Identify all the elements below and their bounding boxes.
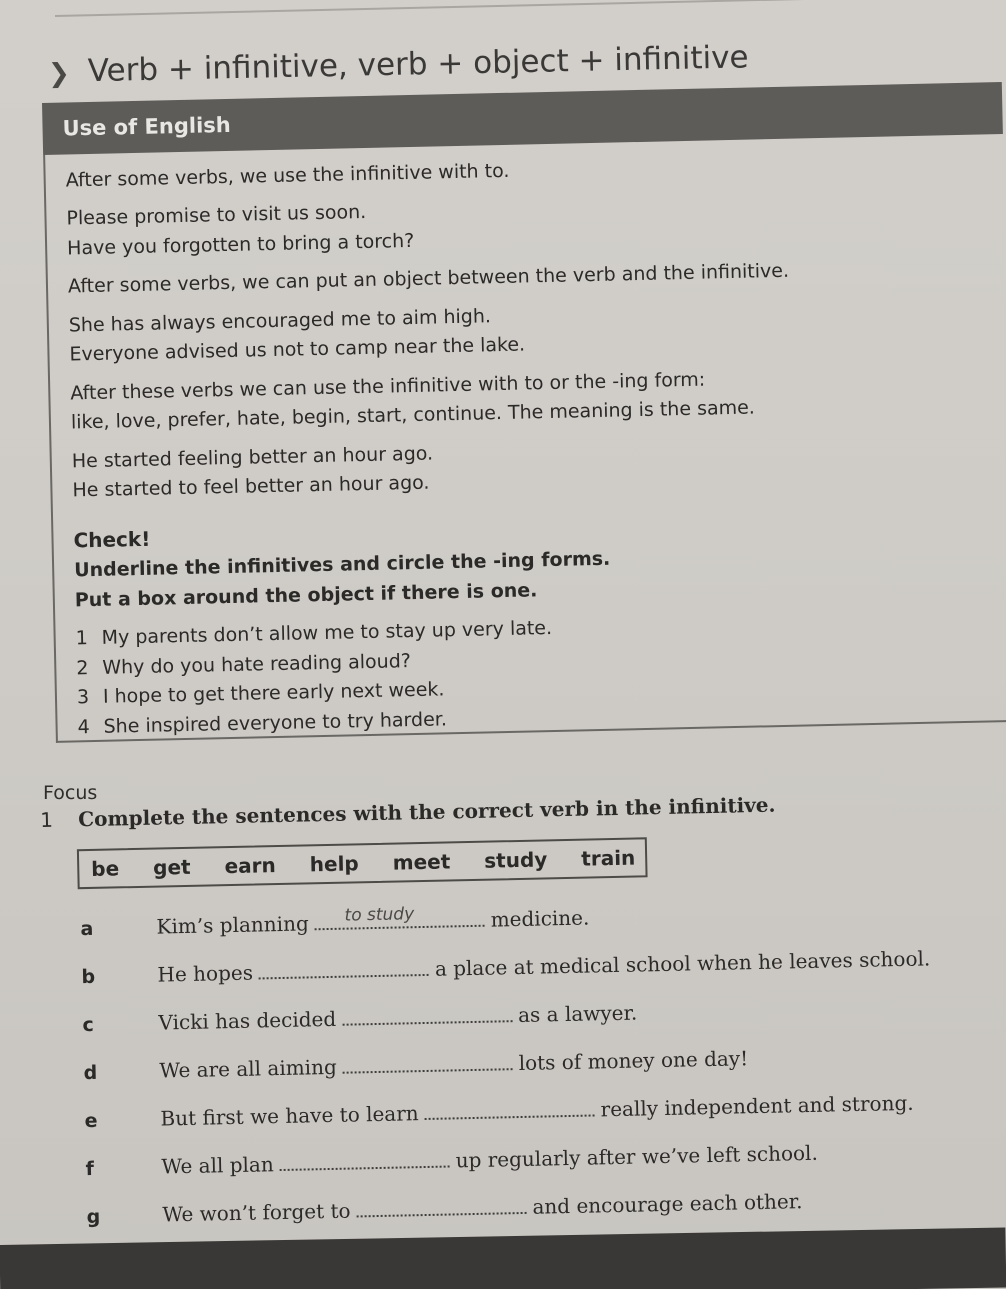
answer-blank[interactable] [259,954,429,980]
exercise-1 [40,789,979,1250]
exercise-item: d We are all aiming lots of money one day! [83,1046,749,1085]
word-option: study [483,847,548,873]
rule-text: After some verbs, we can put an object between the verb and the infinitive. [67,260,790,298]
example-text: Please promise to visit us soon. [66,201,367,230]
rule-text: After these verbs we can use the infinitive with to or the -ing form: [70,368,706,405]
answer-blank[interactable] [314,905,484,931]
check-instruction: Put a box around the object if there is one. [74,579,538,612]
answer-blank[interactable] [424,1094,594,1120]
word-box [77,837,648,889]
rule-text: like, love, prefer, hate, begin, start, continue. The meaning is the same. [70,396,756,434]
check-item: 3 I hope to get there early next week. [76,678,445,709]
focus-label: Focus [43,782,98,804]
exercise-items [42,895,979,1250]
exercise-item: e But first we have to learn really independent and strong. [84,1090,914,1133]
word-option: be [91,856,120,881]
answer-text: to study [344,904,415,926]
rule-text: After some verbs, we use the infinitive with to. [65,159,510,192]
chevron-right-icon: ❯ [47,58,71,89]
check-item: 2 Why do you hate reading aloud? [76,649,412,680]
example-text: He started feeling better an hour ago. [71,442,434,472]
exercise-item: f We all plan up regularly after we’ve left school. [85,1140,819,1181]
exercise-item: a Kim’s planning to study medicine. [80,904,590,941]
word-option: earn [224,853,277,879]
word-option: get [152,854,191,880]
use-of-english-header: Use of English [42,82,1003,155]
check-instruction: Underline the infinitives and circle the -ing forms. [73,548,611,582]
example-text: Everyone advised us not to camp near the lake. [69,333,526,366]
answer-blank[interactable] [356,1192,526,1218]
example-text: She has always encouraged me to aim high. [68,305,492,337]
use-of-english-content [65,146,997,742]
word-option: train [581,845,636,871]
word-option: meet [392,849,451,875]
check-item: 1 My parents don’t allow me to stay up very late. [75,617,553,650]
answer-blank[interactable] [342,1048,512,1074]
top-rule [55,0,935,17]
example-text: Have you forgotten to bring a torch? [66,229,415,260]
check-item: 4 She inspired everyone to try harder. [77,707,448,738]
exercise-item: b He hopes a place at medical school when he leaves school. [81,946,931,989]
exercise-title: 1 Complete the sentences with the correct verb in the infinitive. [40,792,776,832]
check-title: Check! [73,527,151,553]
section-title-text: Verb + infinitive, verb + object + infinitive [87,39,749,90]
example-text: He started to feel better an hour ago. [72,471,430,502]
word-option: help [309,851,359,877]
exercise-item: g We won’t forget to and encourage each other. [86,1189,803,1229]
exercise-item: c Vicki has decided as a lawyer. [82,1000,638,1037]
section-title [48,39,749,90]
answer-blank[interactable] [279,1146,449,1172]
use-of-english-box [42,82,1006,743]
answer-blank[interactable] [342,1000,512,1026]
